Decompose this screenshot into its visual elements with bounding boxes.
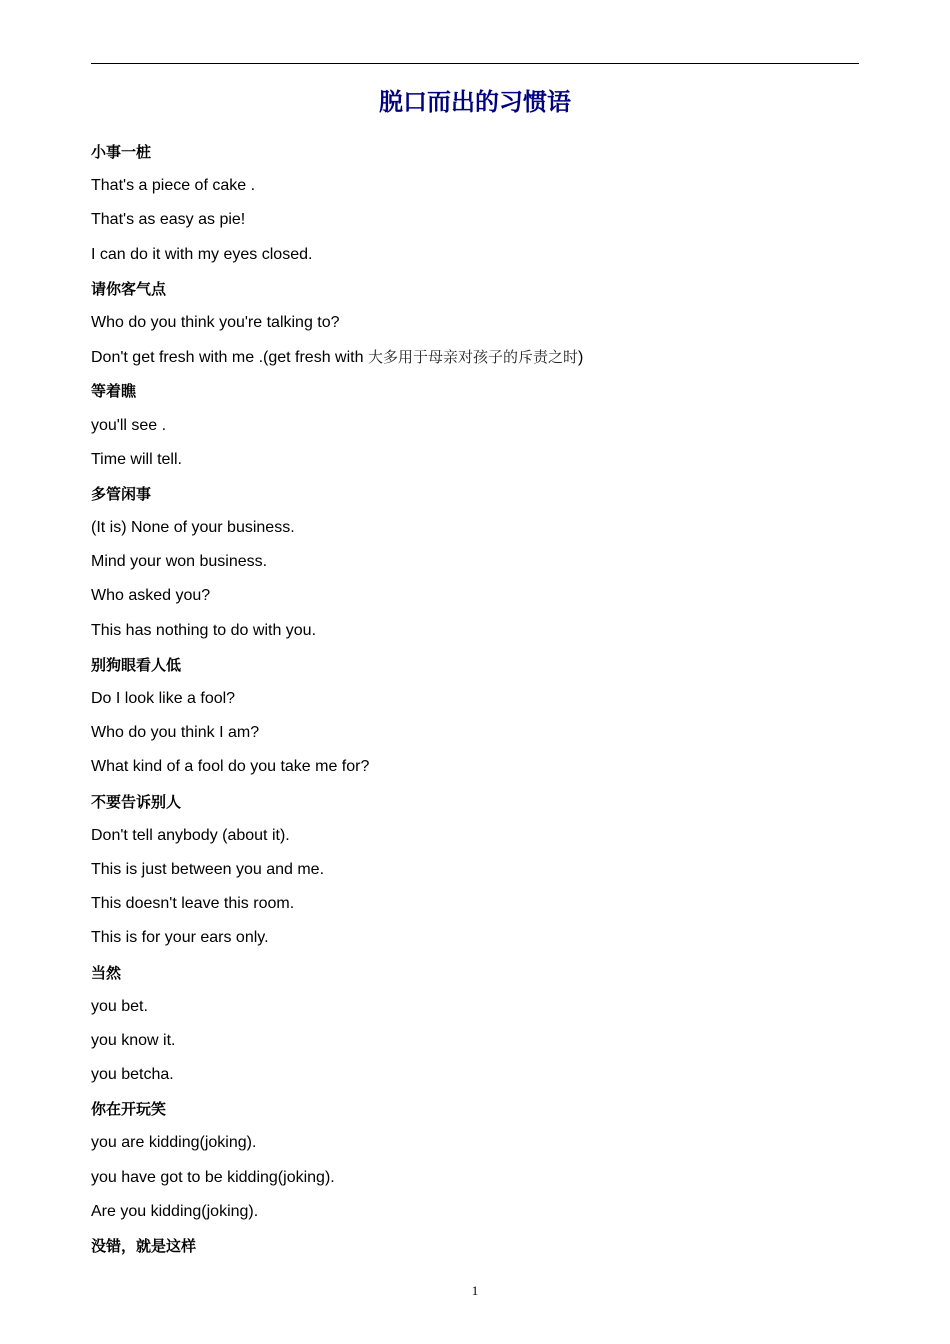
- document-title: 脱口而出的习惯语: [379, 88, 571, 116]
- page-number: 1: [471, 1283, 479, 1298]
- phrase-line: That's as easy as pie!: [91, 211, 246, 229]
- phrase-line: Who do you think I am?: [91, 724, 260, 742]
- phrase-text: ): [577, 349, 584, 367]
- phrase-line: Do I look like a fool?: [91, 690, 236, 707]
- phrase-text: Don't get fresh with me .(get fresh with: [91, 349, 368, 367]
- phrase-line: Who do you think you're talking to?: [91, 313, 340, 331]
- phrase-line: Time will tell.: [91, 450, 182, 468]
- document-body: [91, 140, 859, 1268]
- phrase-line: This is for your ears only.: [91, 929, 269, 947]
- phrase-line: you have got to be kidding(joking).: [91, 1168, 335, 1186]
- phrase-line: That's a piece of cake .: [91, 177, 256, 195]
- phrase-line: I can do it with my eyes closed.: [91, 245, 313, 263]
- section-heading: 多管闲事: [91, 484, 152, 503]
- phrase-line: (It is) None of your business.: [91, 519, 295, 537]
- phrase-line: you bet.: [91, 997, 148, 1015]
- phrase-line: Mind your won business.: [91, 553, 268, 571]
- section-heading: 等着瞧: [91, 382, 137, 401]
- phrase-line: you know it.: [91, 1031, 176, 1049]
- section-heading: 别狗眼看人低: [91, 655, 182, 674]
- phrase-line: This doesn't leave this room.: [91, 895, 295, 913]
- section-heading: 小事一桩: [91, 143, 152, 161]
- phrase-line: you betcha.: [91, 1066, 174, 1084]
- phrase-line: What kind of a fool do you take me for?: [91, 758, 370, 776]
- phrase-line: you are kidding(joking).: [91, 1134, 257, 1152]
- phrase-line: Don't tell anybody (about it).: [91, 826, 290, 844]
- header-rule: [91, 63, 859, 64]
- section-heading: 你在开玩笑: [91, 1100, 167, 1119]
- chinese-note: 大多用于母亲对孩子的斥责之时: [367, 348, 578, 367]
- section-heading: 请你客气点: [91, 279, 167, 298]
- section-heading: 没错，就是这样: [91, 1237, 197, 1255]
- section-heading: 不要告诉别人: [91, 792, 182, 811]
- phrase-line: Are you kidding(joking).: [91, 1202, 259, 1220]
- phrase-line: Who asked you?: [91, 587, 211, 605]
- phrase-line: This has nothing to do with you.: [91, 621, 317, 639]
- phrase-line: This is just between you and me.: [91, 860, 325, 878]
- section-heading: 当然: [91, 963, 122, 982]
- phrase-line: you'll see .: [91, 416, 167, 434]
- phrase-line-with-note: [91, 345, 859, 379]
